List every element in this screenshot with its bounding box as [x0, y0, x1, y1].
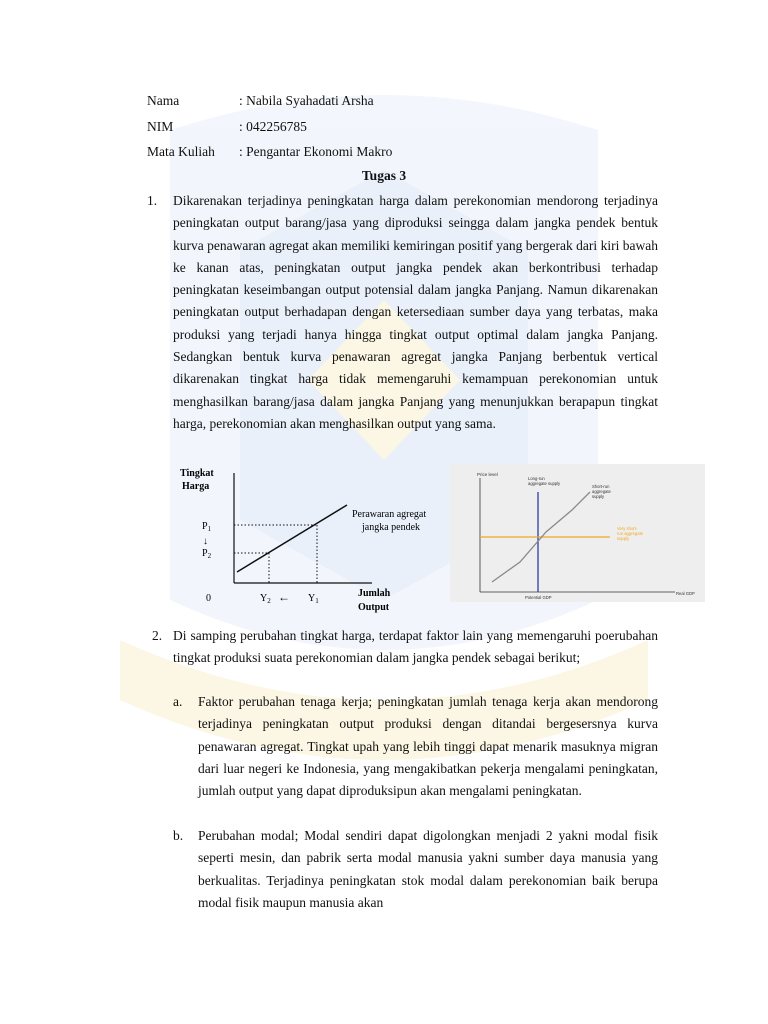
y-axis-title-line2: Harga: [182, 481, 210, 492]
figure-as-chart: [450, 464, 705, 602]
question-1-number: 1.: [147, 193, 158, 208]
sras-curve: [237, 505, 347, 572]
down-arrow: ↓: [203, 536, 208, 547]
vsras-label-1: Very short-: [617, 526, 638, 531]
p2-label: $P_2$: [202, 548, 212, 560]
sras-label-2: aggregate: [592, 489, 611, 494]
curve-label-line2: jangka pendek: [362, 522, 421, 533]
potential-gdp-label: Potential GDP: [525, 595, 552, 600]
nim-value: : 042256785: [239, 119, 307, 134]
name-row: [147, 93, 374, 109]
nim-row: [147, 119, 307, 135]
name-value: : Nabila Syahadati Arsha: [239, 93, 374, 108]
real-gdp-label: Real GDP: [676, 591, 695, 596]
question-2-text: Di samping perubahan tingkat harga, terdapat faktor lain yang memengaruhi poerubahan tingkat produksi suata perekonomian dalam jangka pendek sebagai berikut;: [173, 628, 658, 666]
item-a-text: Faktor perubahan tenaga kerja; peningkatan jumlah tenaga kerja akan mendorong terjadinya peningkatan output produksi dengan ditandai bergesersnya kurva penawaran agregat. Tingkat upah yang lebih tinggi dapat menarik masuknya migran dari luar negeri ke Indonesia, yang mengakibatkan pekerja mengalami peningkatan, jumlah output yang dapat diproduksipun akan mengalami peningkatan.: [198, 694, 658, 799]
course-value: : Pengantar Ekonomi Makro: [239, 144, 393, 159]
sras-label-1: Short-run: [592, 484, 610, 489]
x-axis-title-line2: Output: [358, 602, 390, 613]
sras-label-3: supply: [592, 494, 605, 499]
item-b-marker: b.: [173, 828, 184, 843]
name-label: Nama: [147, 93, 180, 108]
p1-label: $P_1$: [202, 521, 212, 533]
course-label: Mata Kuliah: [147, 144, 215, 159]
x-axis-title-line1: Jumlah: [358, 588, 391, 599]
document-title: Tugas 3: [361, 168, 407, 183]
item-b-text: Perubahan modal; Modal sendiri dapat digolongkan menjadi 2 yakni modal fisik seperti mesin, dan pabrik serta modal manusia yakni sumber daya manusia yang berkualitas. Terjadinya peningkatan stok modal dalam perekonomian baik berupa modal fisik maupun manusia akan: [198, 828, 658, 910]
question-2-number: 2.: [152, 628, 163, 643]
nim-label: NIM: [147, 119, 174, 134]
curve-label-line1: Perawaran agregat: [352, 509, 427, 520]
y-axis-title-line1: Tingkat: [180, 468, 214, 479]
vsras-label-2: run aggregate: [617, 531, 644, 536]
y1-label: $Y_1$: [308, 593, 319, 605]
figure-sras-chart: [172, 463, 438, 621]
lras-label-2: aggregate supply: [528, 481, 561, 486]
price-level-label: Price level: [477, 472, 498, 477]
course-row: [147, 144, 392, 160]
left-arrow: ←: [278, 590, 290, 604]
lras-label-1: Long-run: [528, 476, 545, 481]
vsras-label-3: supply: [617, 536, 630, 541]
origin-label: 0: [206, 593, 211, 604]
question-1-text: Dikarenakan terjadinya peningkatan harga dalam perekonomian mendorong terjadinya peningkatan output barang/jasa yang diproduksi seingga dalam jangka pendek bentuk kurva penawaran agregat akan memiliki kemiringan positif yang bergerak dari kiri bawah ke kanan atas, peningkatan output jangka pendek akan berkontribusi terhadap peningkatan keseimbangan output potensial dalam jangka Panjang. Namun dikarenakan peningkatan output berhadapan dengan ketersediaan sumber daya yang terbatas, maka produksi yang terjadi hanya hingga tingkat output optimal dalam jangka Panjang. Sedangkan bentuk kurva penawaran agregat jangka Panjang berbentuk vertical dikarenakan tingkat harga tidak memengaruhi kemampuan perekonomian untuk menghasilkan barang/jasa dalam jangka Panjang yang menunjukkan berapapun tingkat harga, perekonomian akan menghasilkan output yang sama.: [173, 193, 658, 431]
y2-label: $Y_2$: [260, 593, 271, 605]
item-a-marker: a.: [173, 694, 183, 709]
